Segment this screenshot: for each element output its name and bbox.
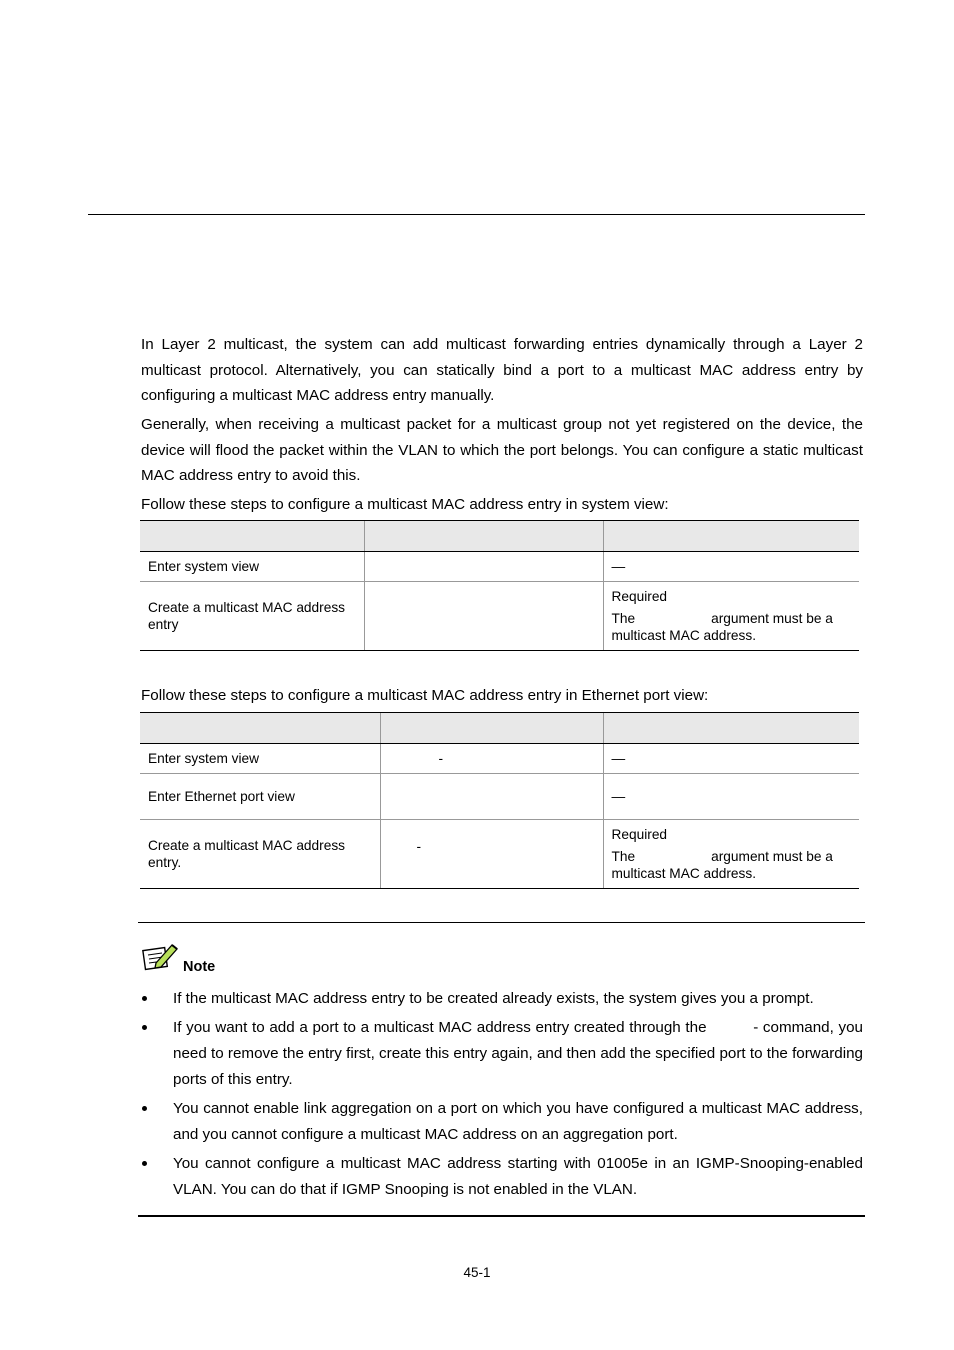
- remark-detail: The argument must be a multicast MAC address.: [611, 611, 837, 643]
- port-view-steps-table: [140, 712, 859, 889]
- operation-cell: Enter system view: [140, 744, 380, 774]
- note-header: [141, 941, 215, 976]
- page-number: 45-1: [463, 1265, 491, 1280]
- remark-cell: —: [603, 744, 859, 774]
- intro-paragraph-1: In Layer 2 multicast, the system can add multicast forwarding entries dynamically through a Layer 2 multicast protocol. Alternatively, you can statically bind a port to a multicast MAC address entry by configuring a multicast MAC address entry manually.: [141, 336, 863, 404]
- list-item: You cannot configure a multicast MAC address starting with 01005e in an IGMP-Snooping-enabled VLAN. You can do that if IGMP Snooping is not enabled in the VLAN.: [141, 1151, 863, 1203]
- list-item: If the multicast MAC address entry to be created already exists, the system gives you a prompt.: [141, 986, 863, 1012]
- system-view-steps-table: [140, 520, 859, 651]
- table-row: [140, 820, 859, 889]
- note-top-rule: [138, 922, 865, 923]
- operation-cell: Enter Ethernet port view: [140, 774, 380, 820]
- command-cell: -: [380, 744, 603, 774]
- header-cell: [380, 713, 603, 744]
- remark-cell: [603, 820, 859, 889]
- remark-cell: —: [603, 774, 859, 820]
- list-item: You cannot enable link aggregation on a port on which you have configured a multicast MAC address, and you cannot configure a multicast MAC address on an aggregation port.: [141, 1096, 863, 1148]
- list-item: If you want to add a port to a multicast MAC address entry created through the - command, you need to remove the entry first, create this entry again, and then add the specified port to the forwarding ports of this entry.: [141, 1015, 863, 1093]
- operation-cell: Enter system view: [140, 552, 364, 582]
- operation-cell: Create a multicast MAC address entry: [140, 582, 364, 651]
- note-label: Note: [183, 959, 216, 975]
- table-row: [140, 582, 859, 651]
- remark-required: Required: [611, 827, 668, 842]
- intro-paragraph-2: Generally, when receiving a multicast packet for a multicast group not yet registered on the device, the device will flood the packet within the VLAN to which the port belongs. You can configure a static multicast MAC address entry to avoid this.: [141, 416, 863, 484]
- header-cell: [140, 713, 380, 744]
- system-view-steps-intro: Follow these steps to configure a multicast MAC address entry in system view:: [141, 496, 669, 513]
- command-cell: [364, 552, 603, 582]
- top-rule: [88, 214, 865, 215]
- note-pencil-icon: [141, 941, 179, 976]
- remark-detail: The argument must be a multicast MAC address.: [611, 849, 837, 881]
- note-bottom-rule: [138, 1215, 865, 1217]
- command-cell: -: [380, 820, 603, 889]
- header-cell: [603, 521, 859, 552]
- remark-cell: [603, 582, 859, 651]
- table-row: [140, 744, 859, 774]
- header-cell: [603, 713, 859, 744]
- remark-cell: —: [603, 552, 859, 582]
- table-header-row: [140, 521, 859, 552]
- header-cell: [364, 521, 603, 552]
- note-bullet-list: [141, 986, 868, 1206]
- header-cell: [140, 521, 364, 552]
- command-cell: [380, 774, 603, 820]
- operation-cell: Create a multicast MAC address entry.: [140, 820, 380, 889]
- port-view-steps-intro: Follow these steps to configure a multicast MAC address entry in Ethernet port view:: [141, 687, 709, 704]
- command-cell: [364, 582, 603, 651]
- remark-required: Required: [611, 589, 668, 604]
- table-row: [140, 774, 859, 820]
- table-header-row: [140, 713, 859, 744]
- table-row: [140, 552, 859, 582]
